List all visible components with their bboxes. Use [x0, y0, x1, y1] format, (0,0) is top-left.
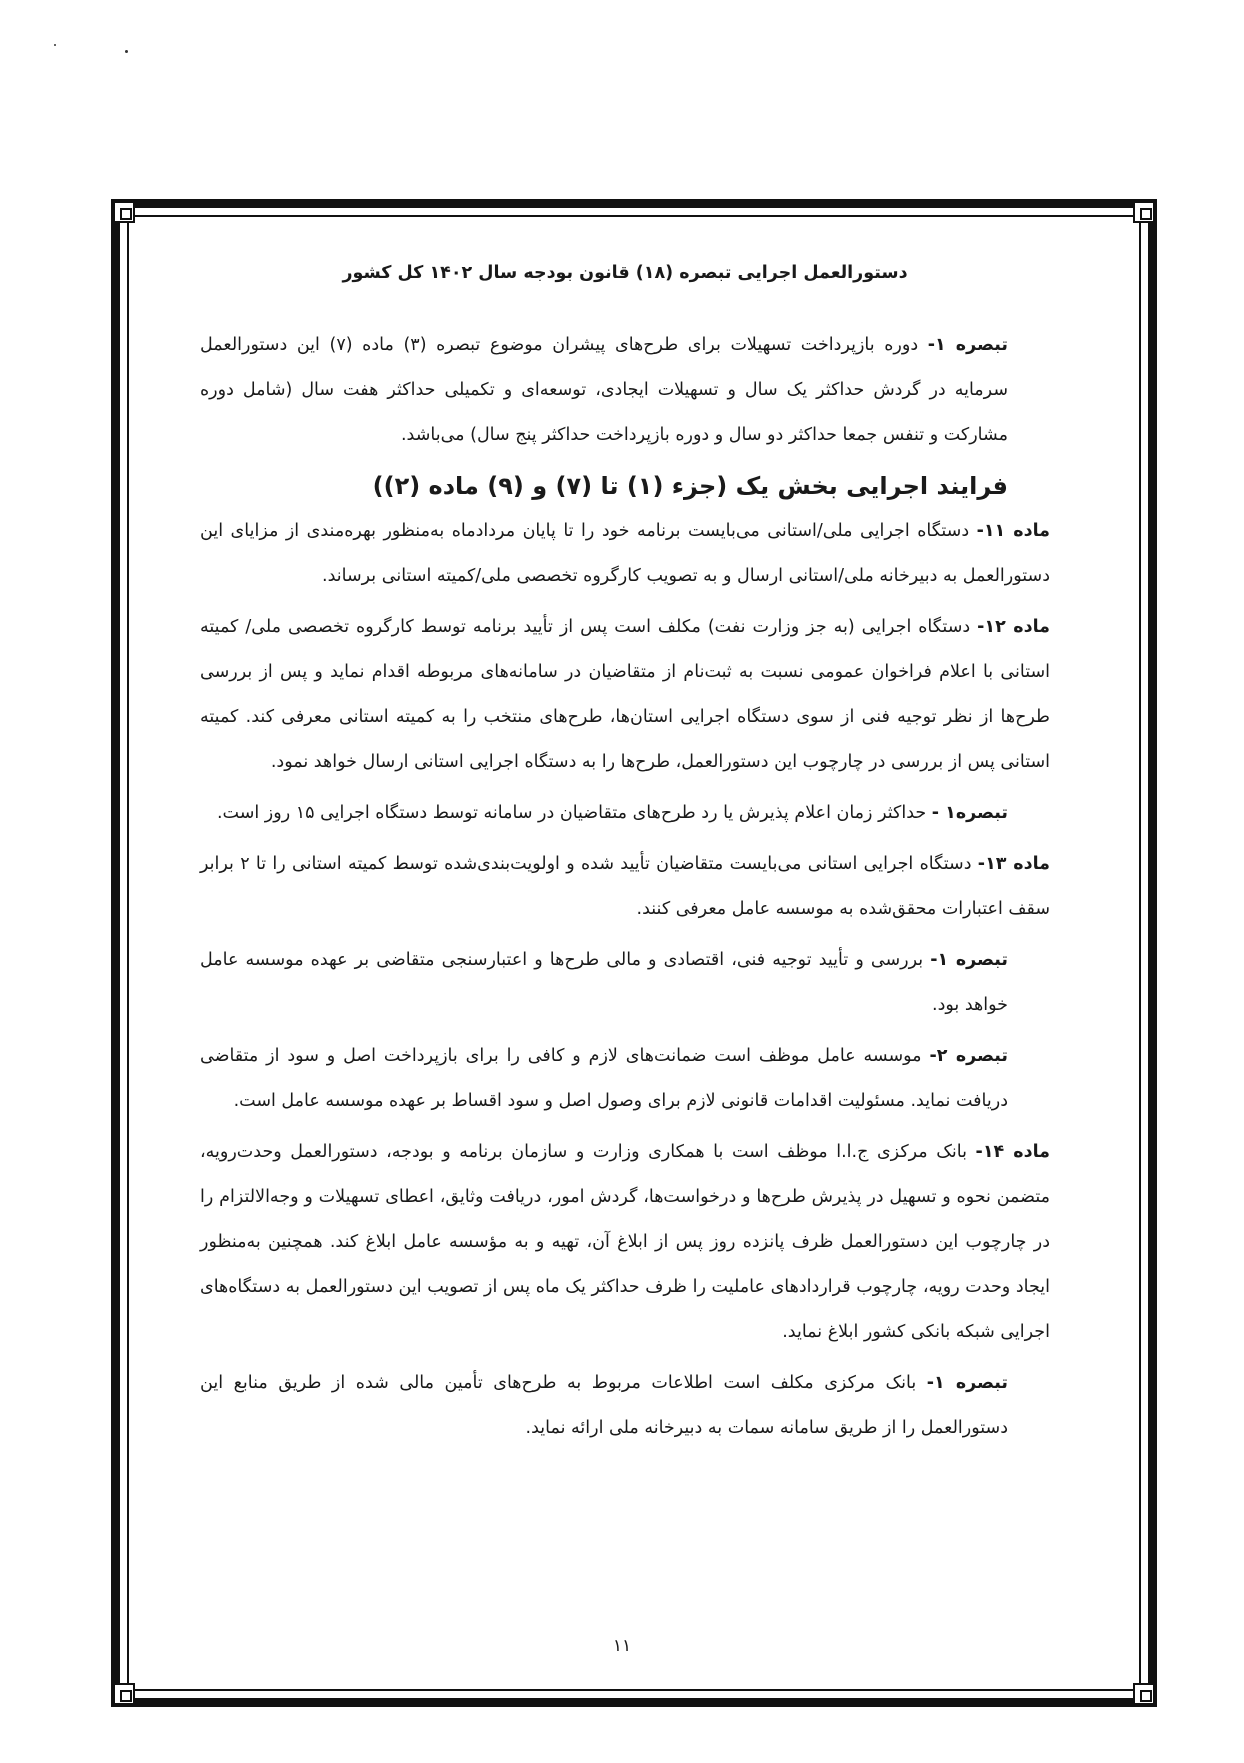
article-lead: ماده ۱۳-: [977, 854, 1050, 874]
article-lead: ماده ۱۲-: [977, 617, 1050, 637]
note-text: دوره بازپرداخت تسهیلات برای طرح‌های پیشران موضوع تبصره (۳) ماده (۷) این دستورالعمل سرمایه در گردش حداکثر یک سال و تسهیلات ایجادی، توسعه‌ای و تکمیلی حداکثر هفت سال (شامل دوره مشارکت و تنفس جمعا حداکثر دو سال و دوره بازپرداخت حداکثر پنج سال) می‌باشد.: [200, 335, 1008, 445]
article-13-note-1: [200, 938, 1050, 1028]
article-12: [200, 605, 1050, 785]
border-corner-ornament: [113, 201, 135, 223]
article-lead: ماده ۱۴-: [975, 1142, 1051, 1162]
note-lead: تبصره۱ -: [931, 803, 1008, 823]
article-13-note-2: [200, 1034, 1050, 1124]
note-lead: تبصره ۲-: [929, 1046, 1008, 1066]
note-lead: تبصره ۱-: [926, 1373, 1008, 1393]
border-corner-ornament: [1133, 201, 1155, 223]
note-text: حداکثر زمان اعلام پذیرش یا رد طرح‌های متقاضیان در سامانه توسط دستگاه اجرایی ۱۵ روز است.: [216, 803, 932, 823]
page-number: ۱۱: [612, 1636, 632, 1656]
article-text: دستگاه اجرایی (به جز وزارت نفت) مکلف است پس از تأیید برنامه توسط کارگروه تخصصی ملی/ کمیته استانی با اعلام فراخوان عمومی نسبت به ثبت‌نام از متقاضیان در سامانه‌های مربوطه اقدام نماید و پس از بررسی طرح‌ها از نظر توجیه فنی از سوی دستگاه اجرایی استان‌ها، طرح‌های منتخب را به کمیته استانی معرفی کند. کمیته استانی پس از بررسی در چارچوب این دستورالعمل، طرح‌ها را به دستگاه اجرایی استانی ارسال خواهد نمود.: [200, 617, 1050, 772]
note-text: موسسه عامل موظف است ضمانت‌های لازم و کافی را برای بازپرداخت اصل و سود از متقاضی دریافت نماید. مسئولیت اقدامات قانونی لازم برای وصول اصل و سود اقساط بر عهده موسسه عامل است.: [200, 1046, 1008, 1111]
note-text: بانک مرکزی مکلف است اطلاعات مربوط به طرح‌های تأمین مالی شده از طریق منابع این دستورالعمل را از طریق سامانه سمات به دبیرخانه ملی ارائه نماید.: [200, 1373, 1008, 1438]
article-14: [200, 1130, 1050, 1355]
article-text: دستگاه اجرایی استانی می‌بایست متقاضیان تأیید شده و اولویت‌بندی‌شده توسط کمیته استانی را تا ۲ برابر سقف اعتبارات محقق‌شده به موسسه عامل معرفی کنند.: [200, 854, 1050, 919]
article-text: دستگاه اجرایی ملی/استانی می‌بایست برنامه خود را تا پایان مردادماه به‌منظور بهره‌مندی از مزایای این دستورالعمل به دبیرخانه ملی/استانی ارسال و به تصویب کارگروه تخصصی ملی/کمیته استانی برساند.: [200, 521, 1050, 586]
article-14-note-1: [200, 1361, 1050, 1451]
section-heading: فرایند اجرایی بخش یک (جزء (۱) تا (۷) و (۹) ماده (۲)): [372, 472, 1008, 500]
note-lead: تبصره ۱-: [930, 950, 1008, 970]
article-12-note-1: [200, 791, 1050, 836]
article-11: [200, 509, 1050, 599]
document-title: دستورالعمل اجرایی تبصره (۱۸) قانون بودجه سال ۱۴۰۲ کل کشور: [342, 263, 908, 283]
intro-note: [200, 323, 1050, 458]
border-corner-ornament: [1133, 1683, 1155, 1705]
article-13: [200, 842, 1050, 932]
article-text: بانک مرکزی ج.ا.ا موظف است با همکاری وزارت و سازمان برنامه و بودجه، دستورالعمل وحدت‌رویه، متضمن نحوه و تسهیل در پذیرش طرح‌ها و درخواست‌ها، گردش امور، دریافت وثایق، اعطای تسهیلات و وجه‌الالتزام را در چارچوب این دستورالعمل ظرف پانزده روز پس از ابلاغ آن، تهیه و به مؤسسه عامل ابلاغ کند. همچنین به‌منظور ایجاد وحدت رویه، چارچوب قراردادهای عاملیت را ظرف حداکثر یک ماه پس از تصویب این دستورالعمل به دستگاه‌های اجرایی شبکه بانکی کشور ابلاغ نماید.: [200, 1142, 1050, 1342]
scan-speck: [54, 44, 56, 46]
article-lead: ماده ۱۱-: [976, 521, 1050, 541]
note-text: بررسی و تأیید توجیه فنی، اقتصادی و مالی طرح‌ها و اعتبارسنجی متقاضی بر عهده موسسه عامل خواهد بود.: [200, 950, 1008, 1015]
border-corner-ornament: [113, 1683, 135, 1705]
document-body: [200, 258, 1050, 1457]
scan-speck: [125, 50, 128, 53]
note-lead: تبصره ۱-: [927, 335, 1008, 355]
